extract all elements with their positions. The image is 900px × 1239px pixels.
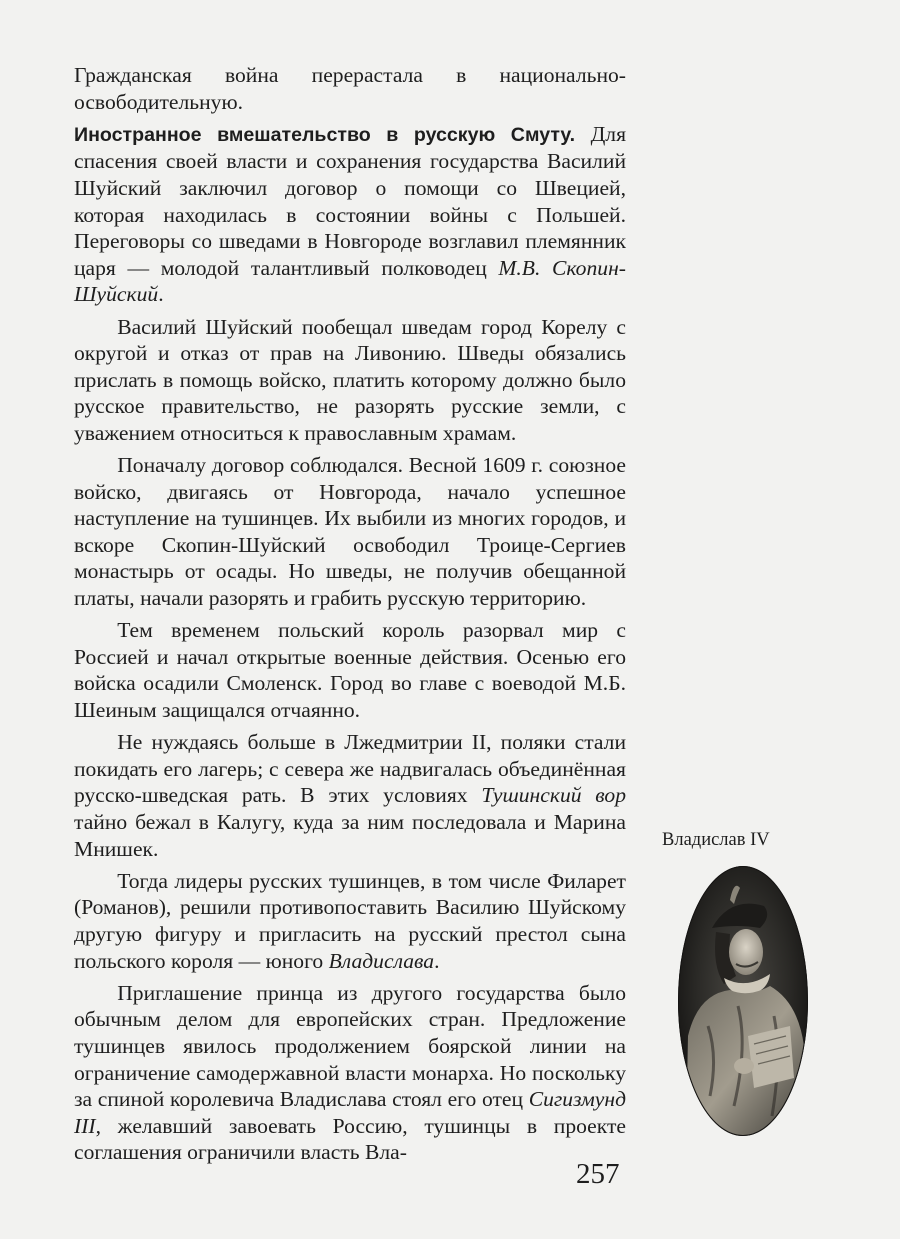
paragraph-3: Поначалу договор соблюдался. Весной 1609 г. союзное войско, двигаясь от Новгорода, начало успешное наступление на тушинцев. Их выбили из многих городов, и вскоре Скопин-Шуйский освободил Троице-Сергиев монастырь от осады. Но шведы, не получив обещанной платы, начали разорять и грабить русскую территорию.: [74, 453, 626, 611]
intro-paragraph: Гражданская война перерастала в национально-освободительную.: [74, 63, 626, 114]
paragraph-6: Тогда лидеры русских тушинцев, в том числе Филарет (Романов), решили противопоставить Василию Шуйскому другую фигуру и пригласить на русский престол сына польского короля — юного Владислава.: [74, 868, 626, 973]
section-paragraph-1-italic: М.В. Скопин-Шуйский: [74, 255, 626, 307]
page-number: 257: [576, 1158, 620, 1190]
section-heading: Иностранное вмешательство в русскую Смуту.: [74, 123, 576, 146]
paragraph-5-italic: Тушинский вор: [481, 783, 626, 808]
paragraph-7: Приглашение принца из другого государства было обычным делом для европейских стран. Предложение тушинцев явилось продолжением боярской линии на ограничение самодержавной власти монарха. Но поскольку за спиной королевича Владислава стоял его отец Сигизмунд III, желавший завоевать Россию, тушинцы в проекте соглашения ограничили власть Вла-: [74, 980, 626, 1165]
portrait-caption: Владислав IV: [662, 830, 770, 850]
paragraph-5: Не нуждаясь больше в Лжедмитрии II, поляки стали покидать его лагерь; с севера же надвигалась объединённая русско-шведская рать. В этих условиях Тушинский вор тайно бежал в Калугу, куда за ним последовала и Марина Мнишек.: [74, 730, 626, 861]
section-paragraph-1-text-b: .: [158, 282, 164, 307]
portrait-image: [678, 866, 808, 1136]
paragraph-7-italic: Сигизмунд III: [74, 1087, 626, 1138]
section-paragraph-1-text-a: Для спасения своей власти и сохранения государства Василий Шуйский заключил договор о помощи со Швецией, которая находилась в состоянии войны с Польшей. Переговоры со шведами в Новгороде возглавил племянник царя — молодой талантливый полководец: [74, 121, 627, 280]
paragraph-4: Тем временем польский король разорвал мир с Россией и начал открытые военные действия. Осенью его войска осадили Смоленск. Город во главе с воеводой М.Б. Шеиным защищался отчаянно.: [74, 618, 626, 723]
section-paragraph-1: [74, 121, 626, 308]
main-text-column: [74, 62, 626, 1172]
paragraph-2: Василий Шуйский пообещал шведам город Корелу с округой и отказ от прав на Ливонию. Шведы обязались прислать в помощь войско, платить которому должно было русское правительство, не разорять русские земли, с уважением относиться к православным храмам.: [74, 314, 626, 445]
paragraph-6-italic: Владислава: [328, 948, 435, 973]
